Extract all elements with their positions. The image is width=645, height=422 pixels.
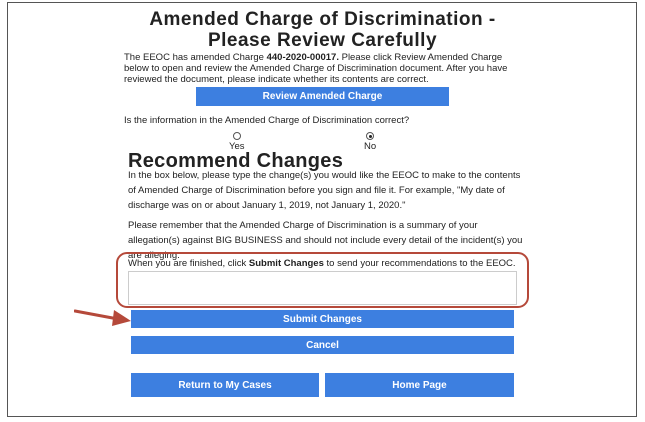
page-title-line-2: Please Review Carefully — [207, 30, 438, 51]
return-to-my-cases-button[interactable]: Return to My Cases — [131, 373, 319, 397]
no-label: No — [364, 141, 377, 152]
review-amended-charge-button[interactable]: Review Amended Charge — [196, 87, 449, 106]
radio-option-yes[interactable] — [229, 132, 245, 152]
yes-label: Yes — [229, 141, 245, 152]
pointer-arrow-icon — [74, 306, 132, 328]
finish-text-after: to send your recommendations to the EEOC. — [323, 258, 516, 269]
recommendations-textarea[interactable] — [128, 271, 517, 305]
yes-radio[interactable] — [233, 132, 241, 140]
no-radio[interactable] — [366, 132, 374, 140]
finish-instructions — [128, 258, 516, 269]
instructions-paragraph: In the box below, please type the change(s) you would like the EEOC to make to the contents of Amended Charge of Discrimination before you sign and file it. For example, "My date of discharge was on or about January 1, 2019, not January 1, 2020." — [128, 170, 521, 211]
intro-text-after: Please click Review Amended Charge below to open and review the Amended Charge of Discrimination document. After you have reviewed the document, please indicate whether its contents are correct. — [124, 52, 508, 85]
charge-number: 440-2020-00017. — [266, 52, 339, 63]
intro-text — [124, 52, 524, 85]
intro-text-before: The EEOC has amended Charge — [124, 52, 267, 63]
radio-option-no[interactable] — [364, 132, 376, 152]
finish-text-bold: Submit Changes — [248, 258, 324, 269]
home-page-button[interactable]: Home Page — [325, 373, 514, 397]
finish-text-before: When you are finished, click — [128, 258, 249, 269]
recommend-changes-heading: Recommend Changes — [128, 150, 344, 172]
submit-changes-button[interactable]: Submit Changes — [131, 310, 514, 328]
reminder-paragraph: Please remember that the Amended Charge of Discrimination is a summary of your allegation(s) against BIG BUSINESS and should not include every detail of the incident(s) you are alleging. — [128, 220, 523, 261]
page-title-line-1: Amended Charge of Discrimination - — [149, 9, 496, 30]
cancel-button[interactable]: Cancel — [131, 336, 514, 354]
correctness-question: Is the information in the Amended Charge of Discrimination correct? — [124, 115, 410, 126]
